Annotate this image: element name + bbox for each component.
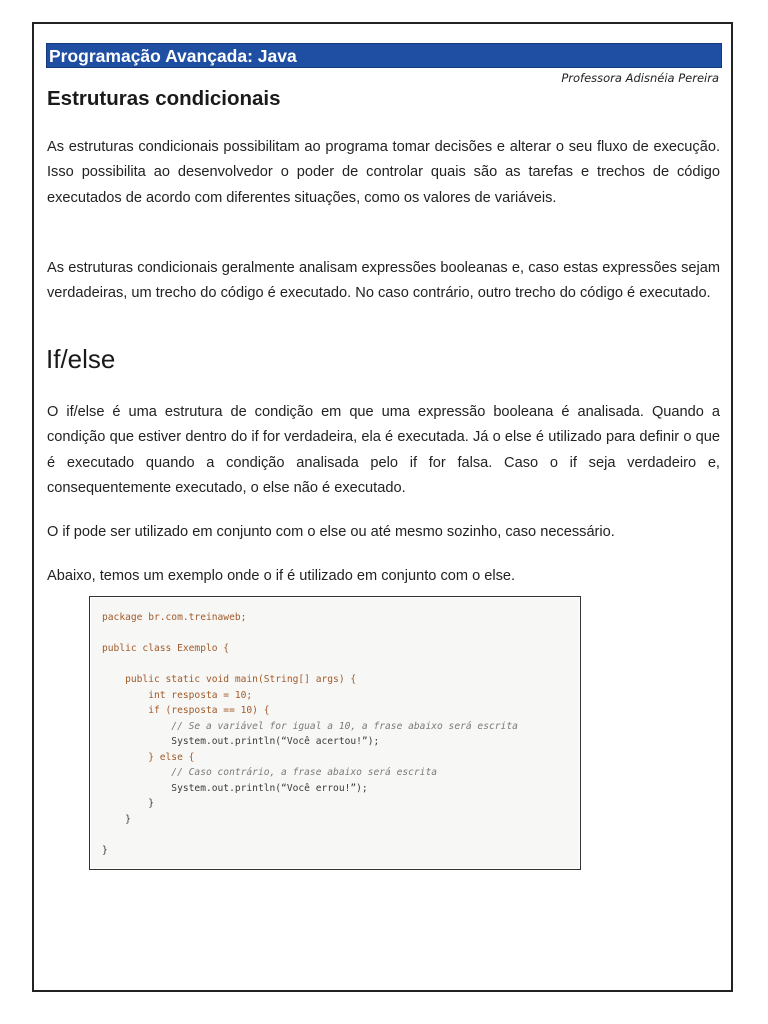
code-line: if (resposta == 10) { bbox=[102, 705, 270, 716]
code-line: System.out.println(“Você acertou!”); bbox=[102, 736, 380, 747]
section-title-estruturas: Estruturas condicionais bbox=[47, 87, 281, 110]
code-line: int resposta = 10; bbox=[102, 690, 253, 701]
code-line: public class Exemplo { bbox=[102, 643, 230, 654]
code-line: } else { bbox=[102, 752, 195, 763]
code-example-body bbox=[91, 598, 579, 868]
paragraph-ifelse-2: O if pode ser utilizado em conjunto com o else ou até mesmo sozinho, caso necessário. bbox=[47, 524, 615, 540]
code-line: package br.com.treinaweb; bbox=[102, 612, 247, 623]
paragraph-intro-2: As estruturas condicionais geralmente analisam expressões booleanas e, caso estas expressões sejam verdadeiras, um trecho do código é executado. No caso contrário, outro trecho do código é executado. bbox=[47, 260, 720, 302]
paragraph-intro-1: As estruturas condicionais possibilitam ao programa tomar decisões e alterar o seu fluxo de execução. Isso possibilita ao desenvolvedor o poder de controlar quais são as tarefas e trechos de código executados de acordo com diferentes situações, como os valores de variáveis. bbox=[47, 139, 720, 206]
code-line: System.out.println(“Você errou!”); bbox=[102, 783, 368, 794]
document-banner bbox=[46, 43, 722, 68]
paragraph-ifelse-3: Abaixo, temos um exemplo onde o if é utilizado em conjunto com o else. bbox=[47, 568, 516, 584]
code-line: // Se a variável for igual a 10, a frase abaixo será escrita bbox=[102, 721, 518, 732]
banner-title: Programação Avançada: Java bbox=[49, 46, 297, 66]
code-line: } bbox=[102, 845, 108, 856]
paragraph-ifelse-1: O if/else é uma estrutura de condição em que uma expressão booleana é analisada. Quando a condição que estiver dentro do if for verdadeira, ela é executada. Já o else é utilizado para definir o que é executado quando a condição analisada pelo if for falsa. Caso o if seja verdadeiro e, consequentemente executado, o else não é executado. bbox=[47, 404, 720, 496]
section-title-ifelse: If/else bbox=[46, 344, 116, 374]
code-line: } bbox=[102, 798, 154, 809]
author-name: Professora Adisnéia Pereira bbox=[561, 71, 719, 85]
code-line: public static void main(String[] args) { bbox=[102, 674, 357, 685]
code-line: } bbox=[102, 814, 131, 825]
code-example bbox=[89, 596, 581, 870]
code-line: // Caso contrário, a frase abaixo será escrita bbox=[102, 767, 438, 778]
